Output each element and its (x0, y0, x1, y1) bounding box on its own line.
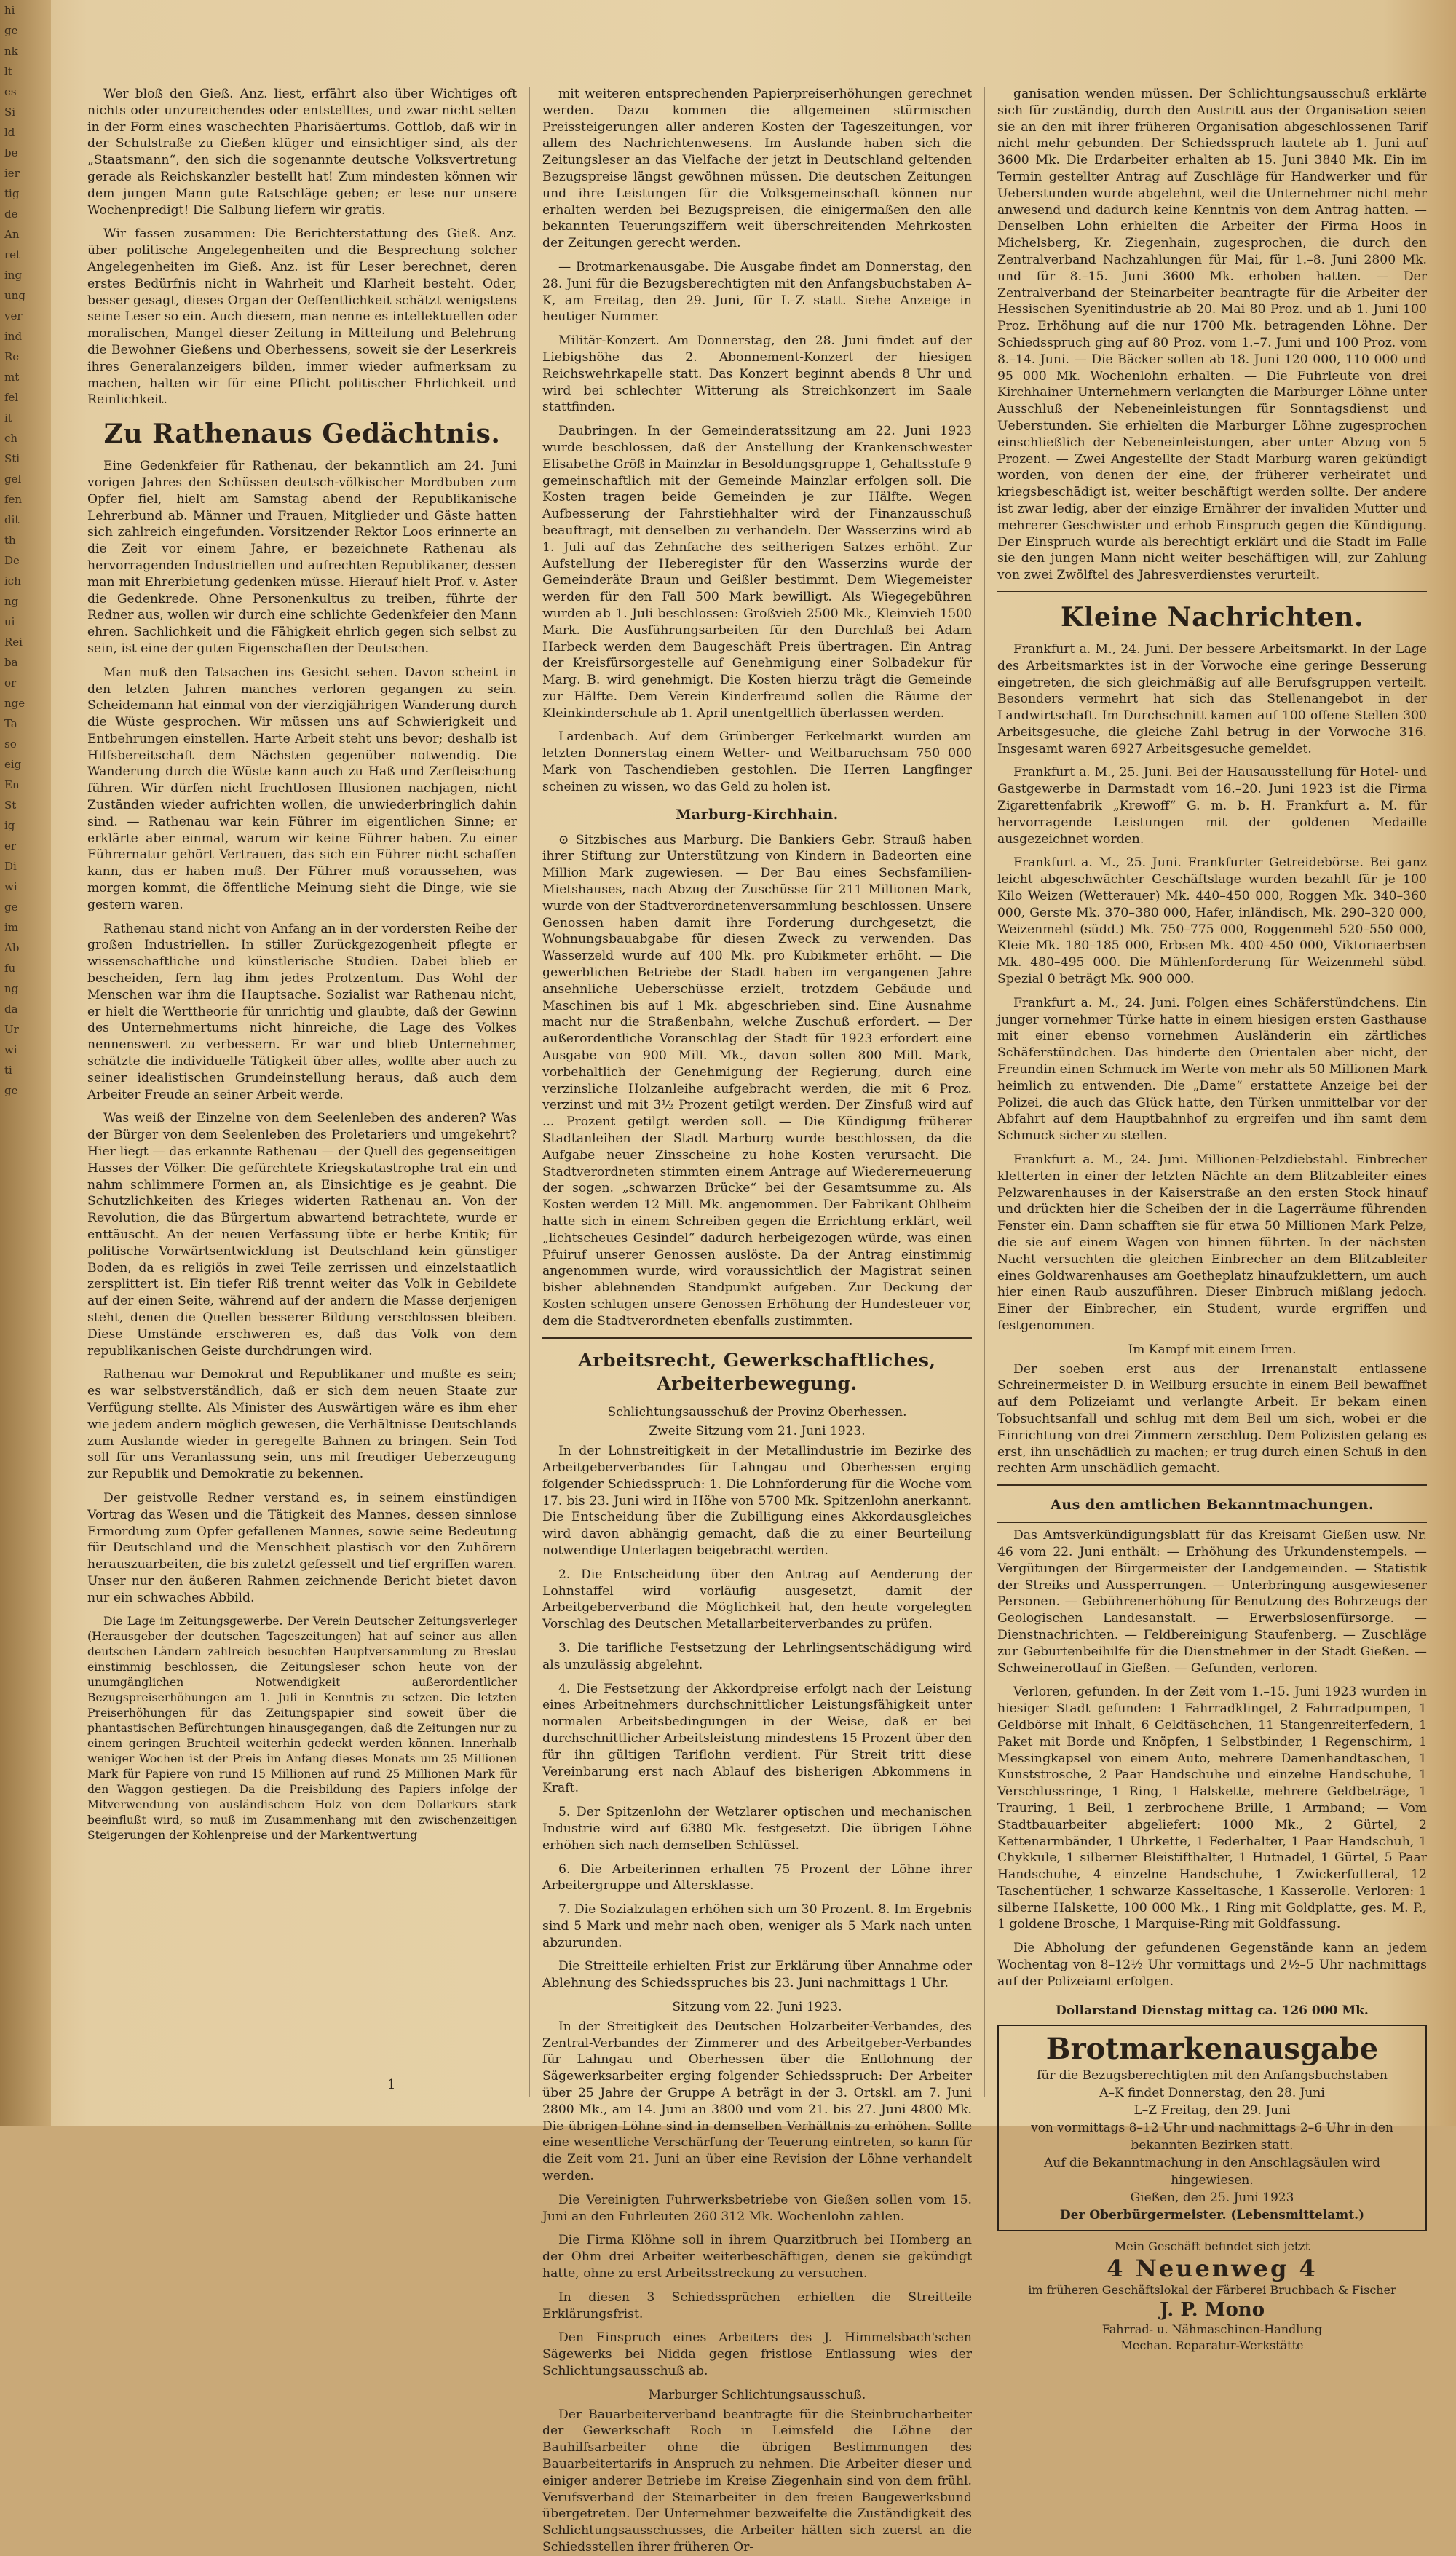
gutter-fragment: es (4, 85, 17, 98)
gutter-fragment: tig (4, 187, 20, 200)
gutter-fragment: ch (4, 432, 18, 445)
article-paragraph: Frankfurt a. M., 24. Juni. Millionen-Pelzdiebstahl. Einbrecher kletterten in einer der letzten Nächte an dem Blitzableiter eines Pelzwarenhauses in der Kaiserstraße an den ersten Stock hinauf und drückten hier die Scheiben der in die Lagerräume führenden Fenster ein. Dann schafften sie für etwa 50 Millionen Mark Pelze, die sie auf einem Wagen von hinnen führten. In der nächsten Nacht versuchten die gleichen Einbrecher an dem Blitzableiter eines Goldwarenhauses am Goetheplatz hinaufzuklettern, um auch hier einen Raub auszuführen. Dieser Einbruch mißlang jedoch. Einer der Einbrecher, ein Student, wurde ergriffen und festgenommen. (997, 1152, 1427, 1333)
article-paragraph: Die Lage im Zeitungsgewerbe. Der Verein Deutscher Zeitungsverleger (Herausgeber der deutschen Tageszeitungen) hat auf seiner aus allen deutschen Ländern zahlreich besuchten Hauptversammlung zu Breslau einstimmig beschlossen, die Zeitungsleser schon heute von der unumgänglichen Notwendigkeit außerordentlicher Bezugspreiserhöhungen am 1. Juli in Kenntnis zu setzen. Die letzten Preiserhöhungen für das Zeitungspapier sind soweit über die phantastischen Befürchtungen hinausgegangen, daß die Zeitungen nur zu einem geringen Bruchteil weiterhin gedeckt werden können. Innerhalb weniger Wochen ist der Preis im Anfang dieses Monats um 25 Millionen Mark für Papiere von rund 15 Millionen auf rund 25 Millionen Mark für den Waggon gestiegen. Da die Preisbildung des Papiers infolge der Mitverwendung von ausländischem Holz von dem Dollarkurs stark beeinflußt wird, so muß im Zusammenhang mit den zwischenzeitigen Steigerungen der Kohlenpreise und der Markentwertung (87, 1614, 517, 1842)
article-paragraph: Man muß den Tatsachen ins Gesicht sehen. Davon scheint in den letzten Jahren manches verloren gegangen zu sein. Scheidemann hat einmal von der vierzigjährigen Wanderung durch die Wüste gesprochen. Wir müssen uns auf Schwierigkeit und Entbehrungen einstellen. Harte Arbeit steht uns bevor; deshalb ist Hilfsbereitschaft dem Nächsten gegenüber notwendig. Die Wanderung durch die Wüste kann auch zu Haß und Zerfleischung führen. Wir dürfen nicht fruchtlosen Illusionen nachjagen, nicht Zuständen wieder aufrichten wollen, die unwiederbringlich dahin sind. — Rathenau war kein Führer im eigentlichen Sinne; er erklärte aber einmal, warum wir keine Führer haben. Zu einer Führernatur gehört Vertrauen, das sich ein Führer nicht schaffen kann, das er haben muß. Der Führer muß voraussehen, was morgen kommt, die öffentliche Meinung sieht die Dinge, wie sie gestern waren. (87, 665, 517, 912)
article-paragraph: Was weiß der Einzelne von dem Seelenleben des anderen? Was der Bürger von dem Seelenleben des Proletariers und umgekehrt? Hier liegt — das erkannte Rathenau — der Quell des gegenseitigen Hasses der Völker. Die gefürchtete Kriegskatastrophe trat ein und nahm schlimmere Formen an, als Einsichtige es je geahnt. Die Schutzlichkeiten des Krieges widerten Rathenau an. Von der Revolution, die das Bürgertum abwartend betrachtete, wurde er enttäuscht. An der neuen Verfassung übte er herbe Kritik; für politische Vorwärtsentwicklung ist Deutschland kein günstiger Boden, da es religiös in zwei Teile zerrissen und einzelstaatlich zersplittert ist. Ein tiefer Riß trennt weiter das Volk in Gebildete auf der einen Seite, während auf der andern die Masse derjenigen steht, denen die Quellen besserer Bildung verschlossen bleiben. Diese Umstände erschweren es, daß das Volk von dem republikanischen Geiste durchdrungen wird. (87, 1111, 517, 1358)
gutter-fragment: mt (4, 371, 20, 384)
gutter-fragment: ich (4, 574, 21, 587)
ad-line: Auf die Bekanntmachung in den Anschlagsäulen wird hingewiesen. (1044, 2156, 1380, 2188)
subheading: Schlichtungsausschuß der Provinz Oberhessen. (607, 1404, 907, 1420)
gutter-fragment: Ur (4, 1023, 19, 1036)
article-paragraph: Den Einspruch eines Arbeiters des J. Himmelsbach'schen Sägewerks bei Nidda gegen fristlose Entlassung wies der Schlichtungsausschuß ab. (542, 2330, 972, 2379)
page-mark: 1 (387, 2077, 396, 2092)
article-paragraph: Verloren, gefunden. In der Zeit vom 1.–15. Juni 1923 wurden in hiesiger Stadt gefunden: 1 Fahrradklingel, 2 Fahrradpumpen, 1 Geldbörse mit Inhalt, 6 Geldtäschchen, 11 Stangenreiterfedern, 1 Paket mit Borde und Knöpfen, 1 Selbstbinder, 1 Regenschirm, 1 Messingkapsel von einem Auto, mehrere Damenhandtaschen, 1 Kunststrosche, 2 Paar Handschuhe und einzelne Handschuhe, 1 Verschlussringe, 1 Ring, 1 Halskette, mehrere Geldbeträge, 1 Trauring, 1 Beil, 1 zerbrochene Brille, 1 Armband; — Vom Stadtbauarbeiter abgeliefert: 1000 Mk., 2 Gürtel, 2 Kettenarmbänder, 1 Uhrkette, 1 Federhalter, 1 Paar Handschuh, 1 Chykkule, 1 silberner Bleistifthalter, 1 Hutnadel, 1 Gürtel, 5 Paar Handschuhe, 4 einzelne Handschuhe, 1 Zwickerfutteral, 12 Taschentücher, 1 schwarze Kasseltasche, 1 Kasserolle. Verloren: 1 silberne Halskette, 100 000 Mk., 1 Ring mit Goldplatte, ges. M. P., 1 goldene Brosche, 1 Marquise-Ring mit Goldfassung. (997, 1685, 1427, 1932)
gutter-fragment: Rei (4, 636, 23, 649)
gutter-fragment: Di (4, 860, 17, 873)
gutter-fragment: nge (4, 697, 25, 710)
article-paragraph: mit weiteren entsprechenden Papierpreiserhöhungen gerechnet werden. Dazu kommen die allgemeinen stürmischen Preissteigerungen aller anderen Kosten der Tageszeitungen, vor allem des Nachrichtenwesens. Im Auslande haben sich die Zeitungsleser an das Vielfache der jetzt in Deutschland geltenden Bezugspreise längst gewöhnen müssen. Die deutschen Zeitungen und ihre Leistungen für die Volksgemeinschaft können nur erhalten werden bei Bezugspreisen, die einigermaßen den alle bekannten Teuerungsziffern weit überschreitenden Mehrkosten der Zeitungen gerecht werden. (542, 87, 972, 251)
gutter-fragment: eig (4, 758, 22, 771)
gutter-fragment: be (4, 146, 18, 159)
gutter-fragment: dit (4, 513, 20, 526)
article-paragraph: Frankfurt a. M., 25. Juni. Bei der Hausausstellung für Hotel- und Gastgewerbe in Darmstadt vom 16.–20. Juni 1923 ist die Firma Zigarettenfabrik „Krewoff“ G. m. b. H. Frankfurt a. M. für hervorragende Leistungen mit der goldenen Medaille ausgezeichnet worden. (997, 765, 1427, 847)
article-paragraph: ganisation wenden müssen. Der Schlichtungsausschuß erklärte sich für zuständig, durch den Austritt aus der Organisation seien sie an den mit ihrer früheren Organisation abgeschlossenen Tarif nicht mehr gebunden. Der Schiedsspruch lautete ab 1. Juni auf 3600 Mk. Die Erdarbeiter erhalten ab 15. Juni 3840 Mk. Ein im Termin gestellter Antrag auf Zuschläge für Handwerker und für Ueberstunden wurde abgelehnt, weil die Unternehmer nicht mehr anwesend und dadurch keine Kenntnis von dem Antrag hatten. — Denselben Lohn erhielten die Arbeiter der Firma Hoos in Michelsberg, Kr. Ziegenhain, zugesprochen, die durch den Zentralverband Nachzahlungen für Mai, für 1.–8. Juni 2800 Mk. und für 8.–15. Juni 3600 Mk. erhoben hatten. — Der Zentralverband der Steinarbeiter beantragte für die Arbeiter der Hessischen Syenitindustrie ab 20. Mai 80 Proz. und ab 1. Juni 100 Proz. Erhöhung auf die nur 1700 Mk. betragenden Löhne. Der Schiedsspruch ging auf 80 Proz. vom 1.–7. Juni und 100 Proz. vom 8.–14. Juni. — Die Bäcker sollen ab 18. Juni 120 000, 110 000 und 95 000 Mk. Wochenlohn erhalten. — Die Fuhrleute von drei Kirchhainer Unternehmern verlangten die Marburger Löhne unter Ausschluß der Nebeneinleistungen für Sonntagsdienst und Ueberstunden. Sie erhielten die Marburger Löhne zugesprochen einschließlich der Nebeneinleistungen, aber unter Abzug von 5 Prozent. — Zwei Angestellte der Stadt Marburg waren gekündigt worden, von denen der eine, der früherer verheiratet und kriegsbeschädigt ist, weiter beschäftigt werden sollte. Der andere ist zwar ledig, aber der einzige Ernährer der invaliden Mutter und mehrerer Geschwister und erhob Einspruch gegen die Kündigung. Der Einspruch wurde als berechtigt erklärt und die Stadt im Falle sie den jungen Mann nicht weiter beschäftigen will, zur Zahlung von zwei Zwölftel des Jahresverdienstes verurteilt. (997, 87, 1427, 583)
subheading: Im Kampf mit einem Irren. (1128, 1342, 1297, 1357)
gutter-fragment: ti (4, 1064, 12, 1077)
gutter-fragment: ind (4, 330, 23, 343)
gutter-fragment: wi (4, 880, 17, 893)
article-paragraph: 6. Die Arbeiterinnen erhalten 75 Prozent der Löhne ihrer Arbeitergruppe und Altersklasse. (542, 1861, 972, 1894)
ad-shop-name: J. P. Mono (1159, 2299, 1265, 2322)
gutter-fragment: ig (4, 819, 15, 832)
gutter-fragment: nk (4, 44, 18, 58)
article-paragraph: Die Vereinigten Fuhrwerksbetriebe von Gießen sollen vom 15. Juni an den Fuhrleuten 260 312 Mk. Wochenlohn zahlen. (542, 2192, 972, 2224)
gutter-fragment: fen (4, 493, 23, 506)
section-heading: Aus den amtlichen Bekanntmachungen. (1051, 1497, 1374, 1514)
article-paragraph: Der soeben erst aus der Irrenanstalt entlassene Schreinermeister D. in Weilburg ersuchte in einem Beil bewaffnet auf dem Polizeiamt und verlangte Arbeit. Er bekam einen Tobsuchtsanfall und schlug mit dem Beil um sich, wobei er die Einrichtung von drei Zimmern zerschlug. Dem Polizisten gelang es erst, ihn unschädlich zu machen; er trug durch einen Schuß in den rechten Arm unschädlich gemacht. (997, 1361, 1427, 1476)
gutter-fragment: fu (4, 962, 16, 975)
column-2 (542, 86, 972, 2555)
section-heading: Marburg-Kirchhain. (676, 806, 839, 823)
gutter-fragment: or (4, 676, 17, 689)
column-3 (997, 86, 1427, 2353)
gutter-fragment: ier (4, 167, 20, 180)
ad-line: für die Bezugsberechtigten mit den Anfangsbuchstaben (1037, 2068, 1388, 2084)
article-paragraph: Militär-Konzert. Am Donnerstag, den 28. Juni findet auf der Liebigshöhe das 2. Abonnement-Konzert der hiesigen Reichswehrkapelle statt. Das Konzert beginnt abends 8 Uhr und wird bei schlechter Witterung als Streichkonzert im Saale stattfinden. (542, 333, 972, 415)
gutter-fragment: de (4, 207, 18, 221)
ad-line: Gießen, den 25. Juni 1923 (1130, 2191, 1294, 2206)
gutter-fragment: ret (4, 248, 21, 261)
article-paragraph: Lardenbach. Auf dem Grünberger Ferkelmarkt wurden am letzten Donnerstag einem Wetter- und Weitbaruchsam 750 000 Mark von Taschendieben gestohlen. Die Herren Langfinger scheinen zu wissen, wo das Geld zu holen ist. (542, 729, 972, 794)
gutter-fragment: En (4, 778, 20, 791)
article-paragraph: 2. Die Entscheidung über den Antrag auf Aenderung der Lohnstaffel wird vorläufig ausgesetzt, damit der Arbeitgeberverband die Möglichkeit hat, den heute vorgelegten Vorschlag des Deutschen Metallarbeiterverbandes zu prüfen. (542, 1567, 972, 1632)
article-paragraph: Frankfurt a. M., 24. Juni. Folgen eines Schäferstündchens. Ein junger vornehmer Türke hatte in einem hiesigen ersten Gasthause mit einer ebenso vornehmen Ausländerin ein zärtliches Schäferstündchen. Das hinderte den Orientalen aber nicht, der Freundin einen Schmuck im Werte von mehr als 50 Millionen Mark heimlich zu entwenden. Die „Dame“ erstattete Anzeige bei der Polizei, die auch das Glück hatte, den Türken unmittelbar vor der Abfahrt auf dem Hauptbahnhof zu ergreifen und ihn samt dem Schmuck sicher zu stellen. (997, 995, 1427, 1144)
gutter-fragment: wi (4, 1043, 17, 1056)
gutter-fragment: im (4, 921, 19, 934)
article-paragraph: Die Streitteile erhielten Frist zur Erklärung über Annahme oder Ablehnung des Schiedsspruches bis 23. Juni nachmittags 1 Uhr. (542, 1959, 972, 1991)
gutter-fragment: ng (4, 595, 19, 608)
gutter-fragment: er (4, 839, 17, 852)
gutter-fragment: An (4, 228, 20, 241)
article-paragraph: Der Bauarbeiterverband beantragte für die Steinbrucharbeiter der Gewerkschaft Roch in Leimsfeld die Löhne der Bauhilfsarbeiter ohne die übrigen Bestimmungen des Bauarbeitertarifs in Anspruch zu nehmen. Die Arbeiter dieser und einiger anderer Betriebe im Kreise Ziegenhain sind von dem frühl. Verufsverband der Steinarbeiter in den freien Baugewerksbund übergetreten. Der Unternehmer bezweifelte die Zuständigkeit des Schlichtungsausschusses, die Arbeiter hätten sich zuerst an die Schiedsstellen ihrer früheren Or- (542, 2407, 972, 2555)
gutter-fragment: ng (4, 982, 19, 995)
gutter-fragment: ld (4, 126, 15, 139)
gutter-fragment: Si (4, 106, 16, 119)
ad-line: von vormittags 8–12 Uhr und nachmittags 2–6 Uhr in den bekannten Bezirken statt. (1031, 2121, 1393, 2153)
article-paragraph: Frankfurt a. M., 25. Juni. Frankfurter Getreidebörse. Bei ganz leicht abgeschwächter Geschäftslage wurden bezahlt für je 100 Kilo Weizen (Wetterauer) Mk. 440–450 000, Roggen Mk. 340–360 000, Gerste Mk. 370–380 000, Hafer, inländisch, Mk. 290–320 000, Weizenmehl (südd.) Mk. 750–775 000, Roggenmehl 520–550 000, Kleie Mk. 180–185 000, Erbsen Mk. 400–450 000, Viktoriaerbsen Mk. 480–495 000. Die Mühlenforderung für Weizenmehl sübd. Spezial 0 beträgt Mk. 900 000. (997, 855, 1427, 987)
ad-line: Fahrrad- u. Nähmaschinen-Handlung (1101, 2322, 1323, 2337)
gutter-fragment: ing (4, 269, 23, 282)
binding-gutter (0, 0, 51, 2126)
article-paragraph: In der Lohnstreitigkeit in der Metallindustrie im Bezirke des Arbeitgeberverbandes für Lahngau und Oberhessen erging folgender Schiedsspruch: 1. Die Lohnforderung für die Woche vom 17. bis 23. Juni wird in Höhe von 5700 Mk. Spitzenlohn anerkannt. Die Entscheidung über die Zubilligung eines Akkordausgleiches wird davon abhängig gemacht, daß die zu einer Beurteilung notwendige Unterlagen beigebracht werden. (542, 1444, 972, 1558)
gutter-fragment: ung (4, 289, 25, 302)
article-paragraph: 7. Die Sozialzulagen erhöhen sich um 30 Prozent. 8. Im Ergebnis sind 5 Mark und mehr nach oben, weniger als 5 Mark nach unten abzurunden. (542, 1902, 972, 1950)
article-paragraph: Wir fassen zusammen: Die Berichterstattung des Gieß. Anz. über politische Angelegenheiten und die Besprechung solcher Angelegenheiten im Gieß. Anz. ist für Leser berechnet, deren erstes Bedürfnis nicht in Wahrheit und Klarheit besteht. Oder, besser gesagt, dieses Organ der Oeffentlichkeit schätzt wenigstens seine Leser so ein. Auch diesem, man nenne es intellektuellen oder moralischen, Mangel dieser Zeitung in Mitteilung und Belehrung die Bewohner Gießens und Oberhessens, soweit sie der Leserkreis ihres Generalanzeigers bilden, immer wieder aufmerksam zu machen, halten wir für eine Pflicht politischer Ehrlichkeit und Reinlichkeit. (87, 226, 517, 408)
article-paragraph: Rathenau war Demokrat und Republikaner und mußte es sein; es war selbstverständlich, daß er sich dem neuen Staate zur Verfügung stellte. Als Minister des Auswärtigen wäre es ihm eher wie jedem andern möglich gewesen, die Verhältnisse Deutschlands zum Auslande wieder in geregelte Bahnen zu bringen. Sein Tod soll für uns Veranlassung sein, uns mit freudiger Ueberzeugung zur Republik und Demokratie zu bekennen. (87, 1367, 517, 1482)
gutter-fragment: Ab (4, 941, 20, 954)
section-divider (542, 1337, 972, 1339)
gutter-fragment: ge (4, 24, 18, 37)
shop-ad (997, 2239, 1427, 2354)
column-rule (529, 87, 530, 2097)
gutter-fragment: gel (4, 472, 22, 486)
article-paragraph: — Brotmarkenausgabe. Die Ausgabe findet am Donnerstag, den 28. Juni für die Bezugsberechtigten mit den Anfangsbuchstaben A–K, am Freitag, den 29. Juni, für L–Z statt. Siehe Anzeige in heutiger Nummer. (542, 259, 972, 325)
ad-address: 4 Neuenweg 4 (1107, 2255, 1318, 2283)
gutter-fragment: Sti (4, 452, 20, 465)
article-paragraph: Frankfurt a. M., 24. Juni. Der bessere Arbeitsmarkt. In der Lage des Arbeitsmarktes ist in der Vorwoche eine geringe Besserung eingetreten, die sich gleichmäßig auf alle Berufsgruppen verteilt. Besonders vermehrt hat sich das Stellenangebot in der Landwirtschaft. Im Durchschnitt kamen auf 100 offene Stellen 300 Arbeitsgesuche, die gleiche Zahl betrug in der Vorwoche 316. Insgesamt waren 6927 Arbeitsgesuche gemeldet. (997, 641, 1427, 756)
ad-line: Mechan. Reparatur-Werkstätte (1120, 2338, 1304, 2353)
article-paragraph: Daubringen. In der Gemeinderatssitzung am 22. Juni 1923 wurde beschlossen, daß der Anstellung der Krankenschwester Elisabethe Größ in Mainzlar in Besoldungsgruppe 1, Gehaltsstufe 9 gemeinschaftlich mit der Gemeinde Mainzlar erfolgen soll. Die Kosten tragen beide Gemeinden je zur Hälfte. Wegen Aufbesserung der Fahrstiehhalter wird der Finanzausschuß beauftragt, mit denselben zu verhandeln. Der Wasserzins wird ab 1. Juli auf das Zehnfache des seitherigen Satzes erhöht. Zur Aufstellung der Heberegister für den Wasserzins wurde der Gemeinderäte Braun und Geißler bestimmt. Dem Wiegemeister werden für den Fall 500 Mark bewilligt. Als Wiegegebühren wurden ab 1. Juli beschlossen: Großvieh 2500 Mk., Kleinvieh 1500 Mark. Die Ausführungsarbeiten für den Durchlaß bei Adam Harbeck werden dem Baugeschäft Preis übertragen. Ein Antrag der Kreisfürsorgestelle auf Genehmigung einer Solbadekur für Marg. B. wird genehmigt. Die Kosten hierzu trägt die Gemeinde zur Hälfte. Dem Verein Kinderfreund sollen die Räume der Kleinkinderschule ab 1. April unentgeltlich überlassen werden. (542, 424, 972, 721)
subheading: Sitzung vom 22. Juni 1923. (672, 2000, 842, 2015)
article-paragraph: In der Streitigkeit des Deutschen Holzarbeiter-Verbandes, des Zentral-Verbandes der Zimmerer und des Arbeitgeber-Verbandes für Lahngau und Oberhessen über die Entlohnung der Sägewerksarbeiter erging folgender Schiedsspruch: Der Arbeiter über 25 Jahre der Gruppe A beträgt in der 3. Ortskl. am 7. Juni 2800 Mk., am 14. Juni an 3800 und vom 21. bis 27. Juni 4800 Mk. Die übrigen Löhne sind in demselben Verhältnis zu erhöhen. Sollte eine wesentliche Verschärfung der Teuerung eintreten, so kann für die Zeit vom 21. Juni an über eine Revision der Löhne verhandelt werden. (542, 2019, 972, 2184)
ad-line: A–K findet Donnerstag, den 28. Juni (1099, 2086, 1325, 2101)
ad-line: im früheren Geschäftslokal der Färberei Bruchbach & Fischer (1028, 2283, 1396, 2298)
gutter-fragment: ge (4, 901, 18, 914)
article-paragraph: Die Abholung der gefundenen Gegenstände kann an jedem Wochentag von 8–12½ Uhr vormittags und 2½–5 Uhr nachmittags auf der Polizeiamt erfolgen. (997, 1941, 1427, 1989)
bread-stamp-ad (997, 2025, 1427, 2231)
article-paragraph: 5. Der Spitzenlohn der Wetzlarer optischen und mechanischen Industrie wird auf 6380 Mk. festgesetzt. Die übrigen Löhne erhöhen sich nach demselben Schlüssel. (542, 1805, 972, 1853)
article-paragraph: Der geistvolle Redner verstand es, in seinem einstündigen Vortrag das Wesen und die Tätigkeit des Mannes, dessen sinnlose Ermordung zum Opfer gefallenen Mannes, sowie seine Bedeutung für Deutschland und die Menschheit plastisch vor den Zuhörern herauszuarbeiten, die bis zuletzt gefesselt und tief ergriffen waren. Unser nur den äußeren Rahmen zeichnende Bericht bietet davon nur ein schwaches Abbild. (87, 1490, 517, 1605)
subheading: Zweite Sitzung vom 21. Juni 1923. (649, 1424, 866, 1439)
gutter-fragment: ver (4, 309, 23, 323)
gutter-fragment: De (4, 554, 20, 567)
gutter-fragment: fel (4, 391, 19, 404)
dollar-rate: Dollarstand Dienstag mittag ca. 126 000 Mk. (1056, 2003, 1369, 2018)
subheading: Marburger Schlichtungsausschuß. (648, 2387, 866, 2402)
article-paragraph: ⊙ Sitzbisches aus Marburg. Die Bankiers Gebr. Strauß haben ihrer Stiftung zur Unterstützung von Kindern in Badeorten eine Million Mark zugewiesen. — Der Bau eines Sechsfamilien-Mietshauses, nach Abzug der Zuschüsse für 211 Millionen Mark, wurde von der Stadtverordnetenversammlung beschlossen. Unsere Genossen haben damit ihre Forderung durchgesetzt, die Wohnungsbauabgabe für diesen Zweck zu verwenden. Das Wasserzeld wurde auf 400 Mk. pro Kubikmeter erhöht. — Die gewerblichen Betriebe der Stadt haben im vergangenen Jahre ansehnliche Ueberschüsse erzielt, trotzdem Gebäude und Maschinen bis auf 1 Mk. abgeschrieben sind. Eine Ausnahme macht nur die Straßenbahn, welche Zuschuß erfordert. — Der außerordentliche Voranschlag der Stadt für 1923 erfordert eine Ausgabe von 900 Mill. Mk., davon sollen 800 Mill. Mark, vorbehaltlich der Genehmigung der Regierung, durch eine verzinsliche Holzanleihe aufgebracht werden, die mit 6 Proz. verzinst und mit 3½ Prozent getilgt werden. Der Zinsfuß wird auf ... Prozent getilgt werden soll. — Die Kündigung früherer Stadtanleihen der Stadt Marburg wurde beschlossen, da die Aufgabe neuer Zinsscheine zu hohe Kosten verursacht. Die Stadtverordneten stimmten einem Antrage auf Wiedererneuerung der sogen. „schwarzen Brücke“ bei der Gesamtsumme zu. Als Kosten werden 12 Mill. Mk. angenommen. Der Fabrikant Ohlheim hatte sich in einem Schreiben gegen die Errichtung erklärt, weil „lichtscheues Gesindel“ dadurch herbeigezogen würde, was einen Pfuiruf unserer Genossen auslöste. Da der Antrag einstimmig angenommen wurde, wird voraussichtlich der Magistrat seinen bisher ablehnenden Standpunkt aufgeben. Zur Deckung der Kosten schlugen unsere Genossen Erhöhung der Hundesteuer vor, dem die Stadtverordneten ebenfalls zustimmten. (542, 832, 972, 1329)
gutter-fragment: da (4, 1002, 18, 1016)
gutter-fragment: it (4, 411, 12, 424)
ad-title: Brotmarkenausgabe (1045, 2032, 1379, 2067)
gutter-fragment: so (4, 737, 17, 751)
gutter-fragment: Re (4, 350, 20, 363)
column-rule (984, 87, 985, 2097)
article-paragraph: Die Firma Klöhne soll in ihrem Quarzitbruch bei Homberg an der Ohm drei Arbeiter weiterbeschäftigen, denen sie gekündigt hatte, ohne zu erst Arbeitsstreckung zu versuchen. (542, 2233, 972, 2282)
gutter-fragment: lt (4, 65, 12, 78)
section-divider (997, 591, 1427, 592)
article-paragraph: Eine Gedenkfeier für Rathenau, der bekanntlich am 24. Juni vorigen Jahres den Schüssen deutsch-völkischer Mordbuben zum Opfer fiel, hielt am Samstag abend der Republikanische Lehrerbund ab. Männer und Frauen, Mitglieder und Gäste hatten sich zahlreich eingefunden. Vorsitzender Rektor Loos erinnerte an die Zeit vor einem Jahre, er bezeichnete Rathenau als hervorragenden Industriellen und aufrechten Republikaner, dessen man mit Ehrerbietung gedenken müsse. Hierauf hielt Prof. v. Aster die Gedenkrede. Ohne Personenkultus zu treiben, führte der Redner aus, wollen wir durch eine schlichte Gedenkfeier den Mann ehren. Sachlichkeit und die Fähigkeit ehrlich gegen sich selbst zu sein, ist eine der guten Eigenschaften der Deutschen. (87, 459, 517, 656)
article-paragraph: 4. Die Festsetzung der Akkordpreise erfolgt nach der Leistung eines Arbeitnehmers durchschnittlicher Leistungsfähigkeit unter normalen Arbeitsbedingungen in der Weise, daß er bei durchschnittlicher Arbeitsleistung mindestens 15 Prozent über den für ihn gültigen Tariflohn verdient. Für Streit tritt diese Vereinbarung erst nach Ablauf des bisherigen Abkommens in Kraft. (542, 1681, 972, 1796)
gutter-fragment: th (4, 534, 16, 547)
article-heading: Zu Rathenaus Gedächtnis. (103, 419, 501, 450)
article-paragraph: Rathenau stand nicht von Anfang an in der vordersten Reihe der großen Industriellen. In stiller Zurückgezogenheit pflegte er wissenschaftliche und künstlerische Studien. Dabei blieb er bescheiden, fern lag ihm jedes Protzentum. Das Wohl der Menschen war ihm die Hauptsache. Sozialist war Rathenau nicht, er hielt die Werttheorie für unrichtig und glaubte, daß der Gewinn des Unternehmertums nicht hinreiche, die Lage des Volkes nennenswert zu verbessern. Er war und blieb Unternehmer, schätzte die individuelle Tätigkeit über alles, wollte aber auch zu seiner idealistischen Grundeinstellung heraus, daß auch dem Arbeiter Freude an seiner Arbeit werde. (87, 921, 517, 1102)
ad-line: Der Oberbürgermeister. (Lebensmittelamt.) (1059, 2208, 1365, 2223)
gutter-fragment: hi (4, 4, 15, 17)
ad-line: Mein Geschäft befindet sich jetzt (1114, 2239, 1310, 2254)
section-heading: Kleine Nachrichten. (1061, 601, 1364, 633)
ad-line: L–Z Freitag, den 29. Juni (1133, 2103, 1291, 2118)
article-paragraph: Das Amtsverkündigungsblatt für das Kreisamt Gießen usw. Nr. 46 vom 22. Juni enthält: — Erhöhung des Urkundenstempels. — Vergütungen der Bürgermeister der Landgemeinden. — Statistik der Streiks und Aussperrungen. — Unterbringung ausgewiesener Personen. — Gebührenerhöhung für Benutzung des Bohrzeugs der Geologischen Landesanstalt. — Erwerbslosenfürsorge. — Dienstnachrichten. — Feldbereinigung Staufenberg. — Zuschläge zur Geburtenbeihilfe für die Dienstnehmer in der Stadt Gießen. — Schweinerotlauf in Gießen. — Gefunden, verloren. (997, 1528, 1427, 1676)
column-1 (87, 86, 517, 2102)
gutter-fragment: ui (4, 615, 15, 628)
section-divider (997, 1522, 1427, 1523)
article-paragraph: In diesen 3 Schiedssprüchen erhielten die Streitteile Erklärungsfrist. (542, 2290, 972, 2322)
section-divider (997, 1484, 1427, 1486)
article-paragraph: Wer bloß den Gieß. Anz. liest, erfährt also über Wichtiges oft nichts oder unzureichendes oder entstelltes, und zwar nicht selten in der Form eines waschechten Pharisäertums. Gottlob, daß wir in der Schulstraße zu Gießen klüger und einsichtiger sind, als der „Staatsmann“, den sich die sogenannte deutsche Volksvertretung gerade als Reichskanzler bestellt hat! Zum mindesten können wir dem jungen Mann gute Ratschläge geben; er lese nur unsere Wochenpredigt! Die Salbung liefern wir gratis. (87, 87, 517, 218)
article-paragraph: 3. Die tarifliche Festsetzung der Lehrlingsentschädigung wird als unzulässig abgelehnt. (542, 1640, 972, 1672)
section-heading: Arbeitsrecht, Gewerkschaftliches, Arbeiterbewegung. (578, 1349, 936, 1394)
gutter-fragment: ba (4, 656, 18, 669)
gutter-fragment: ge (4, 1084, 18, 1097)
gutter-fragment: St (4, 799, 17, 812)
gutter-fragment: Ta (4, 717, 17, 730)
